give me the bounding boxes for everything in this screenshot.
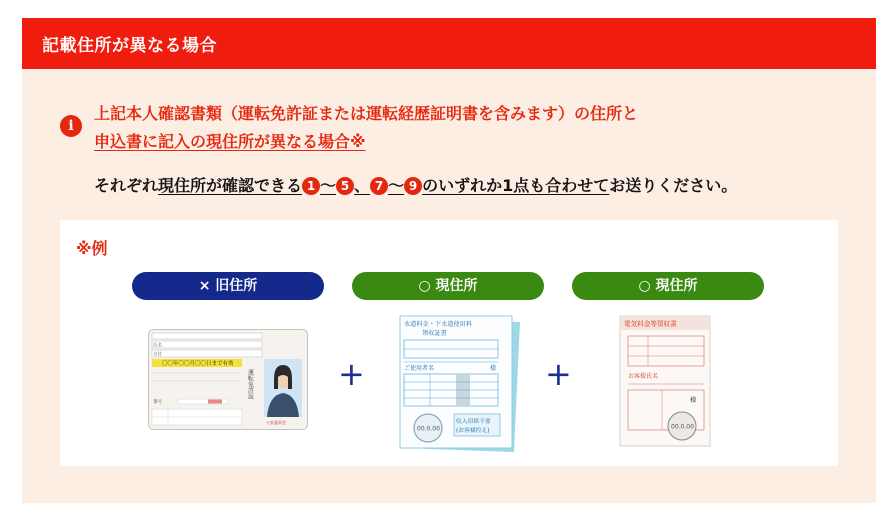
instruction-underlined — [158, 176, 609, 195]
instruction-pre: それぞれ — [94, 176, 159, 195]
number-badge-9: 9 — [404, 177, 422, 195]
number-badge-7: 7 — [370, 177, 388, 195]
license-number-label: 番号 — [153, 400, 162, 405]
water-stamp: 00.0.00 — [417, 425, 440, 433]
license-issuer: 公安委員会 — [266, 420, 286, 425]
old-address-badge: × 旧住所 — [132, 272, 324, 300]
notice-line-1: 上記本人確認書類（運転免許証または運転経歴証明書を含みます）の住所と — [94, 104, 639, 123]
instruction-post: のいずれか1点も合わせて — [422, 176, 610, 195]
comma: 、 — [354, 176, 371, 195]
license-vertical-title: 運転免許証 — [246, 369, 254, 399]
section-title: 記載住所が異なる場合 — [42, 36, 217, 56]
tilde-2: 〜 — [388, 176, 405, 195]
electricity-receipt-illustration — [618, 314, 714, 450]
example-box — [60, 220, 838, 466]
notice-text — [94, 100, 638, 156]
license-issue-label: 交付 — [153, 352, 162, 358]
drivers-license-illustration — [148, 329, 308, 430]
tilde-1: 〜 — [320, 176, 337, 195]
water-honorific: 様 — [490, 365, 497, 372]
electricity-name-label: お客様氏名 — [628, 373, 659, 380]
plus-icon: + — [545, 355, 572, 393]
instruction-tail: お送りください。 — [609, 176, 738, 195]
water-receipt-title: 水道料金・下水道使用料 — [404, 321, 473, 328]
current-address-badge-2: ○ 現住所 — [572, 272, 764, 300]
water-receipt-subtitle: 領収証書 — [422, 330, 447, 337]
section-header — [22, 18, 876, 69]
electricity-receipt-title: 電気料金等領収書 — [624, 320, 677, 328]
instruction-text — [94, 173, 737, 196]
notice-line-2: 申込書に記入の現住所が異なる場合※ — [94, 132, 366, 151]
license-name-label: 氏名 — [153, 343, 162, 349]
water-user-label: ご使用者名 — [404, 365, 435, 372]
number-badge-5: 5 — [336, 177, 354, 195]
example-label: ※例 — [76, 239, 108, 258]
instruction-underlined-text: 現住所が確認できる — [158, 176, 303, 195]
plus-icon: + — [338, 355, 365, 393]
license-expiry: 〇〇年〇〇月〇〇日まで有効 — [162, 361, 234, 367]
water-bill-receipt-illustration — [396, 314, 522, 454]
notice-panel — [22, 18, 876, 503]
current-address-badge-1: ○ 現住所 — [352, 272, 544, 300]
electricity-stamp: 00.0.00 — [671, 423, 694, 431]
water-note-2: (お客様控え) — [456, 428, 490, 434]
electricity-honorific: 様 — [690, 397, 697, 404]
number-badge-1: 1 — [302, 177, 320, 195]
info-icon: i — [60, 115, 82, 137]
water-note-1: 収入印紙不要 — [456, 419, 491, 425]
